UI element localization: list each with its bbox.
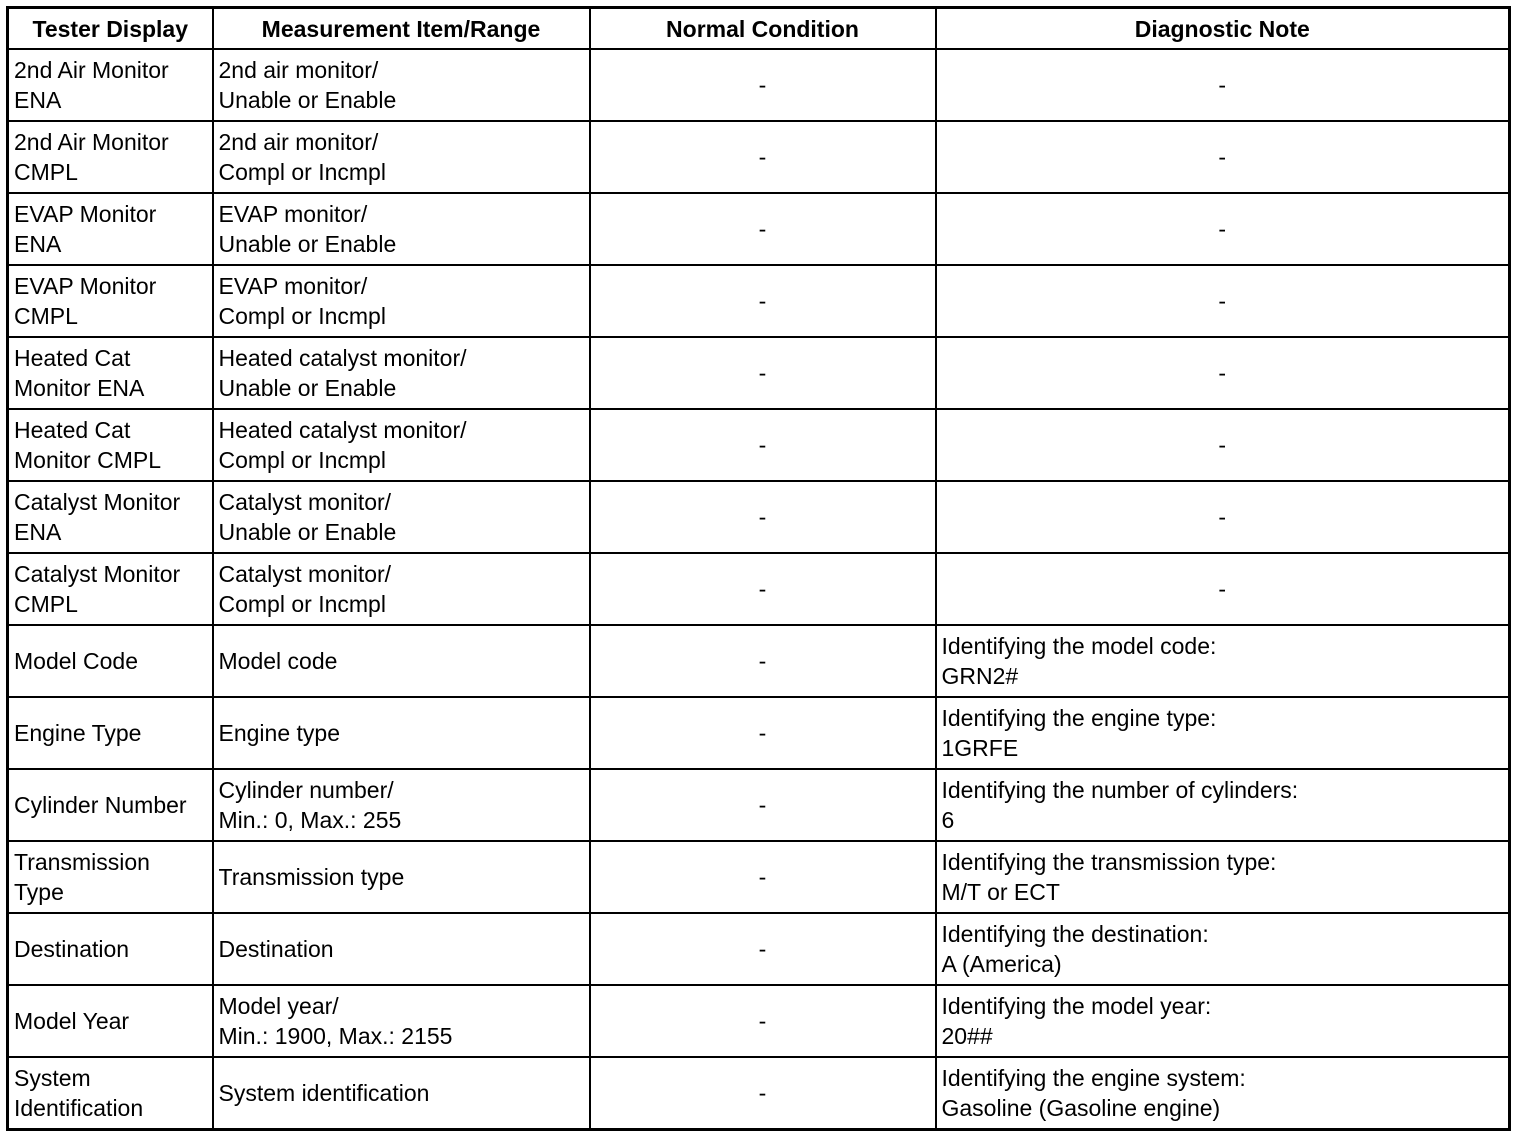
header-row xyxy=(8,8,1510,50)
diagnostic-note-cell xyxy=(936,985,1510,1057)
normal-condition-cell: - xyxy=(590,841,936,913)
cell-text-line: 2nd air monitor/ xyxy=(218,57,379,83)
cell-text-line: Unable or Enable xyxy=(218,519,397,545)
tester-display-cell xyxy=(8,697,213,769)
normal-condition-cell: - xyxy=(590,625,936,697)
cell-text-line: - xyxy=(1218,576,1227,602)
table-row xyxy=(8,553,1510,625)
table-row xyxy=(8,985,1510,1057)
measurement-item-cell xyxy=(213,697,590,769)
diagnostic-note-cell xyxy=(936,841,1510,913)
cell-text-line: - xyxy=(1218,432,1227,458)
normal-condition-cell: - xyxy=(590,337,936,409)
cell-text-line: Compl or Incmpl xyxy=(218,591,386,617)
diagnostic-note-cell xyxy=(936,697,1510,769)
measurement-item-cell xyxy=(213,841,590,913)
table-row xyxy=(8,409,1510,481)
table-body xyxy=(8,49,1510,1130)
diagnostic-note-cell xyxy=(936,1057,1510,1130)
cell-text-line: A (America) xyxy=(941,951,1062,977)
cell-text-line: Monitor CMPL xyxy=(14,447,161,473)
cell-text-line: System identification xyxy=(218,1080,430,1106)
normal-condition-cell: - xyxy=(590,121,936,193)
diagnostic-note-cell xyxy=(936,625,1510,697)
cell-text-line: - xyxy=(1218,504,1227,530)
normal-condition-cell: - xyxy=(590,193,936,265)
cell-text-line: CMPL xyxy=(14,159,78,185)
measurement-item-cell xyxy=(213,625,590,697)
measurement-item-cell xyxy=(213,409,590,481)
tester-display-cell xyxy=(8,625,213,697)
diagnostic-note-cell xyxy=(936,193,1510,265)
cell-text-line: - xyxy=(1218,216,1227,242)
cell-text-line: Heated catalyst monitor/ xyxy=(218,417,467,443)
cell-text-line: M/T or ECT xyxy=(941,879,1060,905)
diagnostic-note-cell xyxy=(936,913,1510,985)
table-row xyxy=(8,697,1510,769)
table-row xyxy=(8,769,1510,841)
normal-condition-cell: - xyxy=(590,265,936,337)
cell-text-line: Monitor ENA xyxy=(14,375,145,401)
diagnostic-note-cell xyxy=(936,553,1510,625)
tester-display-cell xyxy=(8,337,213,409)
table-row xyxy=(8,265,1510,337)
table-row xyxy=(8,121,1510,193)
cell-text-line: Compl or Incmpl xyxy=(218,159,386,185)
table-row xyxy=(8,481,1510,553)
cell-text-line: 2nd Air Monitor xyxy=(14,129,169,155)
cell-text-line: ENA xyxy=(14,87,62,113)
cell-text-line: Unable or Enable xyxy=(218,231,397,257)
cell-text-line: Identifying the destination: xyxy=(941,921,1209,947)
cell-text-line: 6 xyxy=(941,807,955,833)
tester-display-cell xyxy=(8,481,213,553)
cell-text-line: Type xyxy=(14,879,64,905)
tester-display-cell xyxy=(8,121,213,193)
measurement-item-cell xyxy=(213,985,590,1057)
diagnostic-note-cell xyxy=(936,769,1510,841)
cell-text-line: Catalyst monitor/ xyxy=(218,561,392,587)
normal-condition-cell: - xyxy=(590,985,936,1057)
cell-text-line: Identifying the model code: xyxy=(941,633,1217,659)
data-list-table xyxy=(6,6,1511,1131)
tester-display-cell xyxy=(8,769,213,841)
table-row xyxy=(8,193,1510,265)
cell-text-line: CMPL xyxy=(14,303,78,329)
cell-text-line: Min.: 0, Max.: 255 xyxy=(218,807,402,833)
measurement-item-cell xyxy=(213,1057,590,1130)
normal-condition-cell: - xyxy=(590,409,936,481)
cell-text-line: Heated Cat xyxy=(14,345,131,371)
cell-text-line: Identifying the engine system: xyxy=(941,1065,1246,1091)
tester-display-cell xyxy=(8,49,213,121)
cell-text-line: Identifying the model year: xyxy=(941,993,1212,1019)
header-tester-display: Tester Display xyxy=(8,8,213,50)
cell-text-line: Catalyst Monitor xyxy=(14,561,181,587)
cell-text-line: Identifying the engine type: xyxy=(941,705,1217,731)
cell-text-line: Transmission type xyxy=(218,864,405,890)
cell-text-line: Model code xyxy=(218,648,338,674)
cell-text-line: 20## xyxy=(941,1023,993,1049)
measurement-item-cell xyxy=(213,193,590,265)
diagnostic-note-cell xyxy=(936,409,1510,481)
cell-text-line: Model Code xyxy=(14,648,139,674)
normal-condition-cell: - xyxy=(590,481,936,553)
table-row xyxy=(8,49,1510,121)
header-measurement-item: Measurement Item/Range xyxy=(213,8,590,50)
cell-text-line: - xyxy=(1218,288,1227,314)
cell-text-line: Gasoline (Gasoline engine) xyxy=(941,1095,1221,1121)
table-row xyxy=(8,1057,1510,1130)
cell-text-line: - xyxy=(1218,360,1227,386)
header-normal-condition: Normal Condition xyxy=(590,8,936,50)
cell-text-line: Heated catalyst monitor/ xyxy=(218,345,467,371)
cell-text-line: Unable or Enable xyxy=(218,375,397,401)
normal-condition-cell: - xyxy=(590,913,936,985)
measurement-item-cell xyxy=(213,769,590,841)
cell-text-line: Min.: 1900, Max.: 2155 xyxy=(218,1023,453,1049)
normal-condition-cell: - xyxy=(590,1057,936,1130)
cell-text-line: CMPL xyxy=(14,591,78,617)
diagnostic-note-cell xyxy=(936,481,1510,553)
table-row xyxy=(8,913,1510,985)
cell-text-line: Unable or Enable xyxy=(218,87,397,113)
tester-display-cell xyxy=(8,193,213,265)
measurement-item-cell xyxy=(213,49,590,121)
cell-text-line: EVAP Monitor xyxy=(14,273,157,299)
cell-text-line: Identifying the transmission type: xyxy=(941,849,1277,875)
cell-text-line: Compl or Incmpl xyxy=(218,303,386,329)
cell-text-line: Engine type xyxy=(218,720,340,746)
cell-text-line: EVAP Monitor xyxy=(14,201,157,227)
cell-text-line: Heated Cat xyxy=(14,417,131,443)
cell-text-line: 1GRFE xyxy=(941,735,1019,761)
cell-text-line: EVAP monitor/ xyxy=(218,201,368,227)
measurement-item-cell xyxy=(213,553,590,625)
cell-text-line: Transmission xyxy=(14,849,150,875)
cell-text-line: Identification xyxy=(14,1095,144,1121)
cell-text-line: ENA xyxy=(14,519,62,545)
cell-text-line: Catalyst Monitor xyxy=(14,489,181,515)
normal-condition-cell: - xyxy=(590,553,936,625)
measurement-item-cell xyxy=(213,265,590,337)
tester-display-cell xyxy=(8,841,213,913)
cell-text-line: - xyxy=(1218,72,1227,98)
measurement-item-cell xyxy=(213,121,590,193)
cell-text-line: EVAP monitor/ xyxy=(218,273,368,299)
cell-text-line: - xyxy=(1218,144,1227,170)
tester-display-cell xyxy=(8,985,213,1057)
cell-text-line: Cylinder Number xyxy=(14,792,187,818)
measurement-item-cell xyxy=(213,913,590,985)
diagnostic-note-cell xyxy=(936,337,1510,409)
cell-text-line: Catalyst monitor/ xyxy=(218,489,392,515)
normal-condition-cell: - xyxy=(590,697,936,769)
cell-text-line: Model Year xyxy=(14,1008,130,1034)
measurement-item-cell xyxy=(213,337,590,409)
table-row xyxy=(8,841,1510,913)
table-row xyxy=(8,337,1510,409)
cell-text-line: 2nd Air Monitor xyxy=(14,57,169,83)
tester-display-cell xyxy=(8,1057,213,1130)
normal-condition-cell: - xyxy=(590,769,936,841)
tester-display-cell xyxy=(8,265,213,337)
header-diagnostic-note: Diagnostic Note xyxy=(936,8,1510,50)
cell-text-line: Engine Type xyxy=(14,720,142,746)
cell-text-line: 2nd air monitor/ xyxy=(218,129,379,155)
measurement-item-cell xyxy=(213,481,590,553)
cell-text-line: Identifying the number of cylinders: xyxy=(941,777,1299,803)
cell-text-line: Model year/ xyxy=(218,993,339,1019)
cell-text-line: GRN2# xyxy=(941,663,1019,689)
cell-text-line: System xyxy=(14,1065,91,1091)
tester-display-cell xyxy=(8,409,213,481)
tester-display-cell xyxy=(8,913,213,985)
diagnostic-note-cell xyxy=(936,121,1510,193)
table-row xyxy=(8,625,1510,697)
cell-text-line: Compl or Incmpl xyxy=(218,447,386,473)
cell-text-line: Cylinder number/ xyxy=(218,777,394,803)
diagnostic-note-cell xyxy=(936,49,1510,121)
cell-text-line: Destination xyxy=(218,936,334,962)
tester-display-cell xyxy=(8,553,213,625)
normal-condition-cell: - xyxy=(590,49,936,121)
cell-text-line: Destination xyxy=(14,936,130,962)
diagnostic-note-cell xyxy=(936,265,1510,337)
cell-text-line: ENA xyxy=(14,231,62,257)
